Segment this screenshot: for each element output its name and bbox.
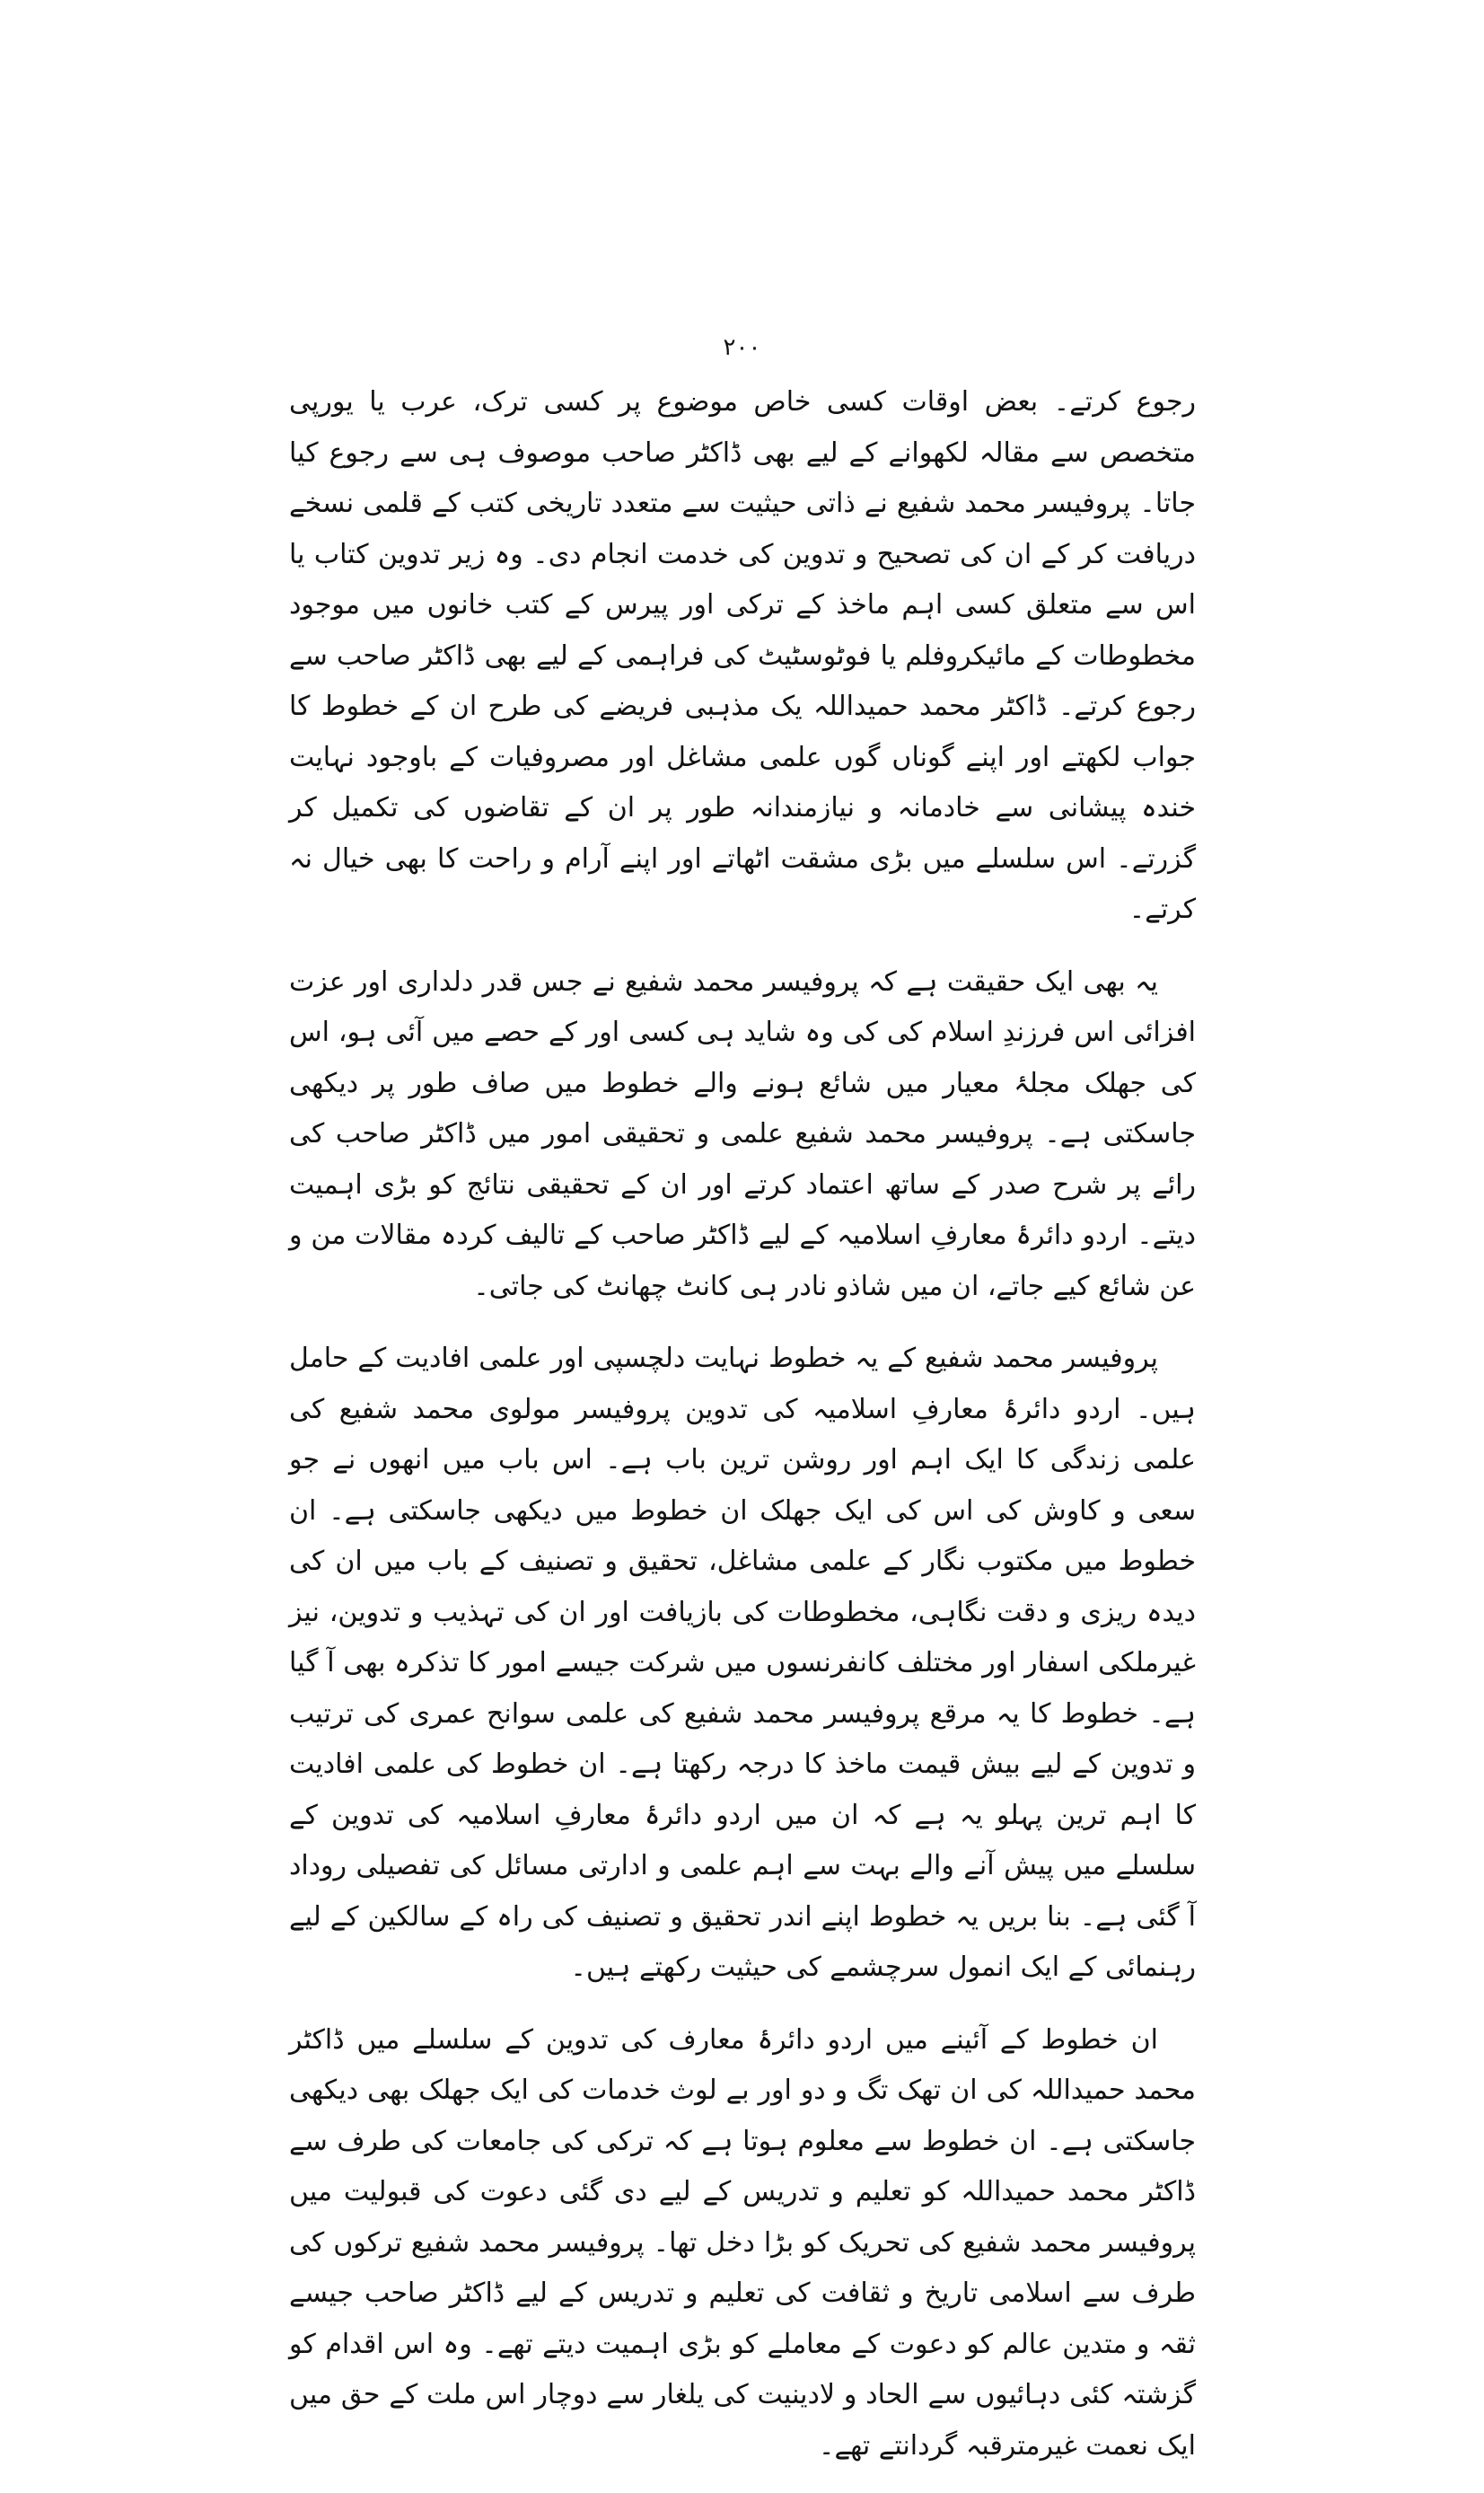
paragraph-2: یہ بھی ایک حقیقت ہے کہ پروفیسر محمد شفیع نے جس قدر دلداری اور عزت افزائی اس فرزندِ اسلام کی کی وہ شاید ہی کسی اور کے حصے میں آئی ہو، اس کی جھلک مجلۂ معیار میں شائع ہونے والے خطوط میں صاف طور پر دیکھی جاسکتی ہے۔ پروفیسر محمد شفیع علمی و تحقیقی امور میں ڈاکٹر صاحب کی رائے پر شرح صدر کے ساتھ اعتماد کرتے اور ان کے تحقیقی نتائج کو بڑی اہمیت دیتے۔ اردو دائرۂ معارفِ اسلامیہ کے لیے ڈاکٹر صاحب کے تالیف کردہ مقالات من و عن شائع کیے جاتے، ان میں شاذو نادر ہی کانٹ چھانٹ کی جاتی۔ (289, 965, 1196, 1302)
body-text (289, 377, 1196, 2493)
paragraph-3: پروفیسر محمد شفیع کے یہ خطوط نہایت دلچسپی اور علمی افادیت کے حامل ہیں۔ اردو دائرۂ معارفِ اسلامیہ کی تدوین پروفیسر مولوی محمد شفیع کی علمی زندگی کا ایک اہم اور روشن ترین باب ہے۔ اس باب میں انھوں نے جو سعی و کاوش کی اس کی ایک جھلک ان خطوط میں دیکھی جاسکتی ہے۔ ان خطوط میں مکتوب نگار کے علمی مشاغل، تحقیق و تصنیف کے باب میں ان کی دیدہ ریزی و دقت نگاہی، مخطوطات کی بازیافت اور ان کی تہذیب و تدوین، نیز غیرملکی اسفار اور مختلف کانفرنسوں میں شرکت جیسے امور کا تذکرہ بھی آ گیا ہے۔ خطوط کا یہ مرقع پروفیسر محمد شفیع کی علمی سوانح عمری کی ترتیب و تدوین کے لیے بیش قیمت ماخذ کا درجہ رکھتا ہے۔ ان خطوط کی علمی افادیت کا اہم ترین پہلو یہ ہے کہ ان میں اردو دائرۂ معارفِ اسلامیہ کی تدوین کے سلسلے میں پیش آنے والے بہت سے اہم علمی و ادارتی مسائل کی تفصیلی روداد آ گئی ہے۔ بنا بریں یہ خطوط اپنے اندر تحقیق و تصنیف کی راہ کے سالکین کے لیے رہنمائی کے ایک انمول سرچشمے کی حیثیت رکھتے ہیں۔ (289, 1343, 1196, 1983)
page-number: ۲۰۰ (723, 334, 761, 361)
paragraph-4: ان خطوط کے آئینے میں اردو دائرۂ معارف کی تدوین کے سلسلے میں ڈاکٹر محمد حمیداللہ کی ان تھک تگ و دو اور بے لوث خدمات کی ایک جھلک بھی دیکھی جاسکتی ہے۔ ان خطوط سے معلوم ہوتا ہے کہ ترکی کی جامعات کی طرف سے ڈاکٹر محمد حمیداللہ کو تعلیم و تدریس کے لیے دی گئی دعوت کی قبولیت میں پروفیسر محمد شفیع کی تحریک کو بڑا دخل تھا۔ پروفیسر محمد شفیع ترکوں کی طرف سے اسلامی تاریخ و ثقافت کی تعلیم و تدریس کے لیے ڈاکٹر صاحب جیسے ثقہ و متدین عالم کو دعوت کے معاملے کو بڑی اہمیت دیتے تھے۔ وہ اس اقدام کو گزشتہ کئی دہائیوں سے الحاد و لادینیت کی یلغار سے دوچار اس ملت کے حق میں ایک نعمت غیرمترقبہ گردانتے تھے۔ (289, 2023, 1196, 2462)
paragraph-1: رجوع کرتے۔ بعض اوقات کسی خاص موضوع پر کسی ترک، عرب یا یورپی متخصص سے مقالہ لکھوانے کے لیے بھی ڈاکٹر صاحب موصوف ہی سے رجوع کیا جاتا۔ پروفیسر محمد شفیع نے ذاتی حیثیت سے متعدد تاریخی کتب کے قلمی نسخے دریافت کر کے ان کی تصحیح و تدوین کی خدمت انجام دی۔ وہ زیر تدوین کتاب یا اس سے متعلق کسی اہم ماخذ کے ترکی اور پیرس کے کتب خانوں میں موجود مخطوطات کے مائیکروفلم یا فوٹوسٹیٹ کی فراہمی کے لیے بھی ڈاکٹر صاحب سے رجوع کرتے۔ ڈاکٹر محمد حمیداللہ یک مذہبی فریضے کی طرح ان کے خطوط کا جواب لکھتے اور اپنے گوناں گوں علمی مشاغل اور مصروفیات کے باوجود نہایت خندہ پیشانی سے خادمانہ و نیازمندانہ طور پر ان کے تقاضوں کی تکمیل کر گزرتے۔ اس سلسلے میں بڑی مشقت اٹھاتے اور اپنے آرام و راحت کا بھی خیال نہ کرتے۔ (289, 386, 1196, 925)
